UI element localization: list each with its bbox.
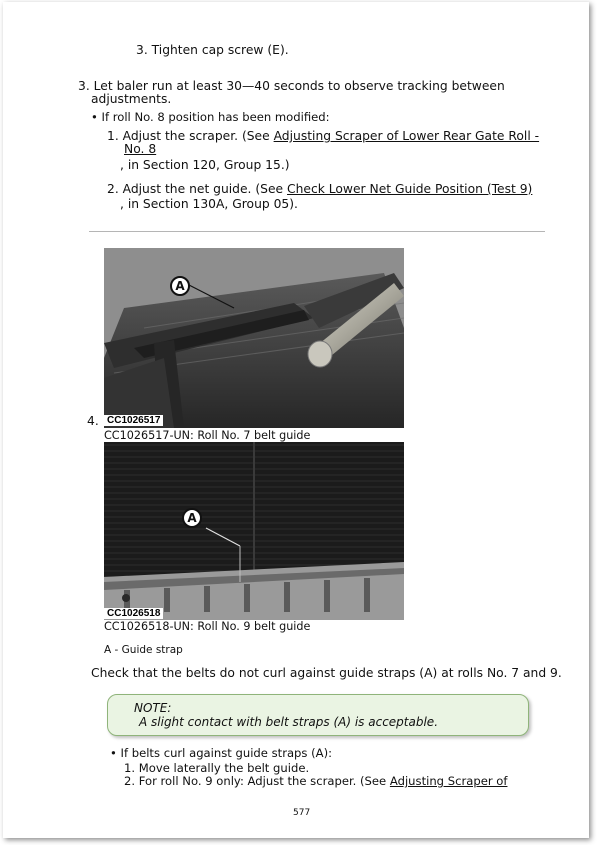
section-divider [89,231,545,232]
item-2-prefix: 2. Adjust the net guide. (See [107,182,288,196]
item-1-line-1 [107,129,539,144]
note-title: NOTE: [134,701,172,715]
bullet-roll-8: • If roll No. 8 position has been modified: [91,110,330,124]
image-code-roll-7: CC1026517 [104,415,163,426]
document-page [3,2,589,838]
item-1-suffix: , in Section 120, Group 15.) [120,158,290,172]
figure-roll-9-belt-guide [104,442,404,620]
step-3-sub-item: 3. Tighten cap screw (E). [136,43,289,57]
sub-item-1: 1. Move laterally the belt guide. [124,761,310,775]
step-3-line-1: 3. Let baler run at least 30—40 seconds to observe tracking between [78,79,505,93]
link-adjusting-scraper-roll-9[interactable]: Adjusting Scraper of [389,774,508,788]
roll-7-photo-illustration [104,248,404,428]
note-box [107,694,529,736]
note-body: A slight contact with belt straps (A) is acceptable. [139,715,439,729]
sub-item-2 [124,774,507,788]
check-instruction: Check that the belts do not curl against guide straps (A) at rolls No. 7 and 9. [91,666,562,680]
item-2-line-1 [107,182,532,197]
figure-roll-7-belt-guide [104,248,404,428]
link-adjusting-scraper-roll-8[interactable]: Adjusting Scraper of Lower Rear Gate Roll - [273,129,540,143]
callout-a-roll-7: A [170,276,190,296]
step-4-number: 4. [87,414,99,428]
item-1-prefix: 1. Adjust the scraper. (See [107,129,274,143]
page-number: 577 [293,808,311,818]
callout-a-roll-9: A [182,508,202,528]
item-1-line-2 [124,142,156,157]
item-2-suffix: , in Section 130A, Group 05). [120,197,298,211]
link-adjusting-scraper-roll-8-cont[interactable]: No. 8 [124,142,157,156]
step-3-line-2: adjustments. [91,92,172,106]
roll-9-photo-illustration [104,442,404,620]
image-code-roll-9: CC1026518 [104,608,163,619]
figure-legend: A - Guide strap [104,644,183,656]
sub-item-2-prefix: 2. For roll No. 9 only: Adjust the scraper. (See [124,774,390,788]
bullet-belts-curl: • If belts curl against guide straps (A): [110,746,333,760]
caption-roll-7: CC1026517-UN: Roll No. 7 belt guide [104,429,311,442]
link-check-net-guide[interactable]: Check Lower Net Guide Position (Test 9) [287,182,533,196]
caption-roll-9: CC1026518-UN: Roll No. 9 belt guide [104,620,311,633]
